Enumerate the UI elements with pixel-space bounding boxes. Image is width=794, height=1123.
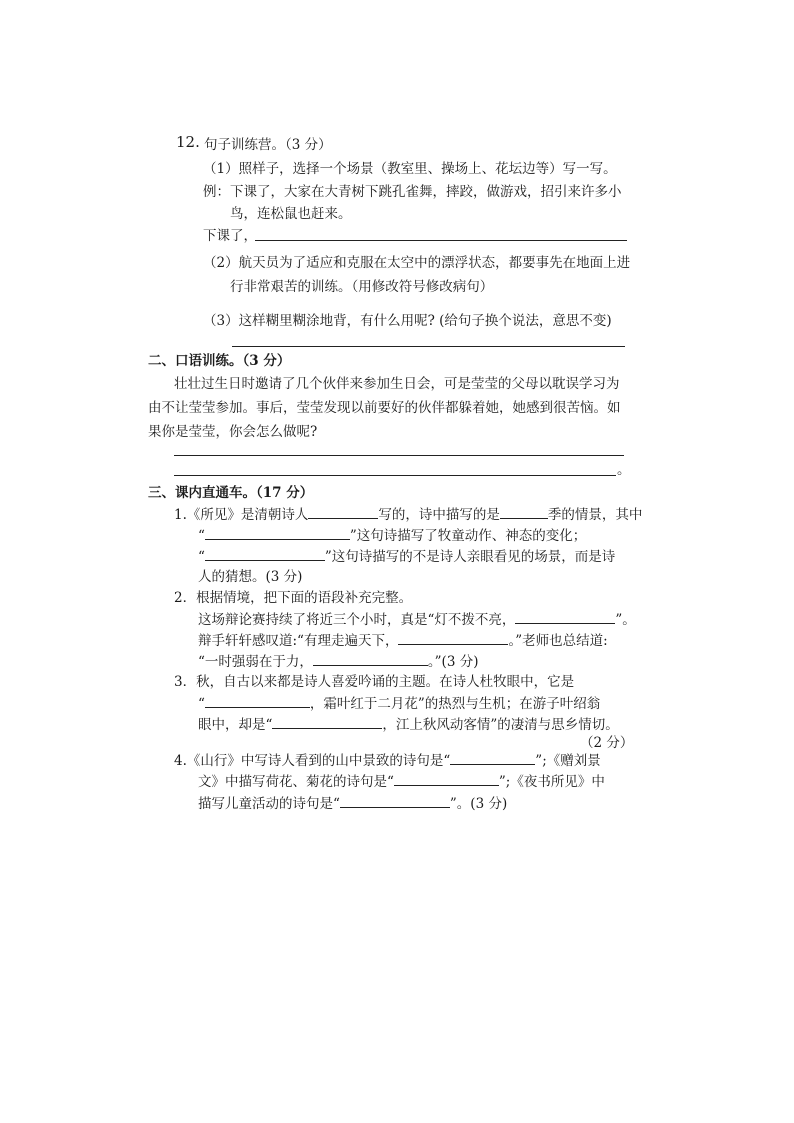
blank-proverb-2[interactable] xyxy=(398,631,508,645)
question-12-number: 12. xyxy=(176,133,200,151)
item-1-line3 xyxy=(198,547,615,566)
item-1-text-b: 写的，诗中描写的是 xyxy=(378,507,500,523)
example-line-1: 例：下课了，大家在大青树下跳孔雀舞，摔跤，做游戏，招引来许多小 xyxy=(203,184,622,200)
question-12-part1: （1）照样子，选择一个场景（教室里、操场上、花坛边等）写一写。 xyxy=(203,161,617,177)
blank-du-mu-line[interactable] xyxy=(205,694,310,708)
blank-zeng-liu-jingwen[interactable] xyxy=(394,772,499,786)
item-1-text-e: ”这句诗描写了牧童动作、神态的变化； xyxy=(349,528,587,544)
item-4-text-f: ”。(3 分) xyxy=(449,796,508,812)
question-12-title: 句子训练营。（3 分） xyxy=(204,137,332,153)
item-4-line3 xyxy=(198,794,507,813)
item-3-text-b: “ xyxy=(198,696,205,712)
item-4-text-b: ”;《赠刘景 xyxy=(535,753,601,769)
section-2-heading: 二、口语训练。（3 分） xyxy=(148,353,291,369)
item-2-text-c: ”。 xyxy=(615,612,636,628)
item-2-line4 xyxy=(198,652,478,671)
item-3-text-c: ，霜叶红于二月花”的热烈与生机；在游子叶绍翁 xyxy=(309,696,601,712)
item-1-line2 xyxy=(198,526,586,545)
answer-line-sec2-1[interactable] xyxy=(174,455,624,456)
item-3-line1: 3．秋，自古以来都是诗人喜爱吟诵的主题。在诗人杜牧眼中，它是 xyxy=(174,674,575,690)
item-2-text-d: 辩手轩轩感叹道:“有理走遍天下， xyxy=(198,633,399,649)
item-2-text-e: 。”老师也总结道: xyxy=(508,633,608,649)
question-12-part2-line2: 行非常艰苦的训练。（用修改符号修改病句） xyxy=(230,279,494,295)
answer-line-sec2-2[interactable] xyxy=(174,475,616,476)
item-4-text-a: 4.《山行》中写诗人看到的山中景致的诗句是“ xyxy=(174,753,451,769)
item-2-line3 xyxy=(198,631,608,650)
blank-shan-xing[interactable] xyxy=(450,751,535,765)
item-1-text-d: “ xyxy=(198,528,205,544)
answer-line-q12-1[interactable] xyxy=(255,240,627,241)
item-3-text-e: ，江上秋风动客情”的凄清与思乡情切。 xyxy=(382,717,619,733)
question-12-part2-line1: （2）航天员为了适应和克服在太空中的漂浮状态，都要事先在地面上进 xyxy=(203,255,631,271)
item-1-text-a: 1.《所见》是清朝诗人 xyxy=(174,507,309,523)
item-1-line4: 人的猜想。(3 分) xyxy=(198,569,303,585)
answer-line-q12-3[interactable] xyxy=(232,346,625,347)
item-4-line2 xyxy=(198,772,605,791)
blank-season[interactable] xyxy=(500,505,548,519)
item-2-text-f: “一时强弱在于力， xyxy=(198,654,313,670)
item-3-text-d: 眼中，却是“ xyxy=(198,717,273,733)
item-2-line1: 2．根据情境，把下面的语段补充完整。 xyxy=(174,590,413,606)
item-1-text-c: 季的情景，其中 xyxy=(547,507,643,523)
blank-ye-shaoweng-line[interactable] xyxy=(272,715,382,729)
blank-proverb-3[interactable] xyxy=(313,652,428,666)
item-2-text-b: 这场辩论赛持续了将近三个小时，真是“灯不拨不亮， xyxy=(198,612,516,628)
item-2-line2 xyxy=(198,610,636,629)
item-1-text-f: “ xyxy=(198,549,205,565)
item-3-line3 xyxy=(198,715,619,734)
item-4-text-e: 描写儿童活动的诗句是“ xyxy=(198,796,340,812)
blank-ye-shu-suo-jian[interactable] xyxy=(340,794,450,808)
section-3-heading: 三、课内直通车。（17 分） xyxy=(148,485,314,501)
item-3-points: （2 分） xyxy=(580,735,634,751)
item-4-line1 xyxy=(174,751,601,770)
blank-poem-line-2[interactable] xyxy=(205,547,325,561)
section-2-end-mark: 。 xyxy=(617,462,631,478)
blank-proverb-1[interactable] xyxy=(515,610,615,624)
blank-poem-line-1[interactable] xyxy=(205,526,350,540)
item-4-text-c: 文》中描写荷花、菊花的诗句是“ xyxy=(198,774,394,790)
question-12-part3: （3）这样糊里糊涂地背，有什么用呢? (给句子换个说法，意思不变) xyxy=(203,313,612,329)
answer-prefix: 下课了， xyxy=(203,228,257,244)
item-3-line2 xyxy=(198,694,600,713)
section-2-text-line1: 壮壮过生日时邀请了几个伙伴来参加生日会，可是莹莹的父母以耽误学习为 xyxy=(174,376,620,392)
section-2-text-line3: 果你是莹莹，你会怎么做呢? xyxy=(148,424,318,440)
example-line-2: 鸟，连松鼠也赶来。 xyxy=(230,206,352,222)
blank-poet[interactable] xyxy=(308,505,378,519)
section-2-text-line2: 由不让莹莹参加。事后，莹莹发现以前要好的伙伴都躲着她，她感到很苦恼。如 xyxy=(148,400,621,416)
item-1-text-g: ”这句诗描写的不是诗人亲眼看见的场景，而是诗 xyxy=(324,549,616,565)
item-4-text-d: ”;《夜书所见》中 xyxy=(498,774,605,790)
item-1-line1 xyxy=(174,505,642,524)
item-2-text-g: 。”(3 分) xyxy=(427,654,479,670)
